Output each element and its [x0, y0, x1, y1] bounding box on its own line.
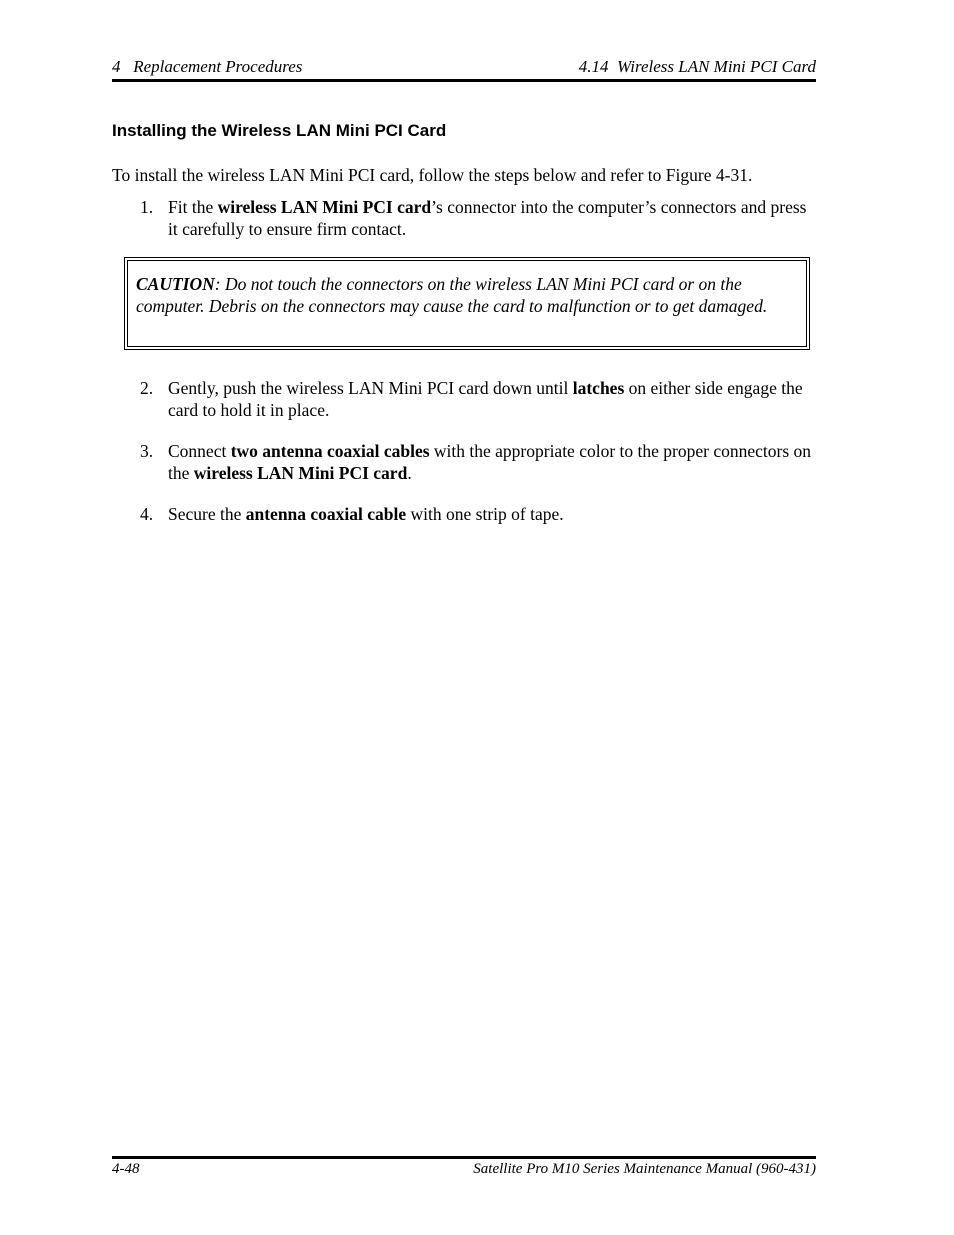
section-title: Installing the Wireless LAN Mini PCI Card [112, 121, 447, 140]
step-text: Fit the wireless LAN Mini PCI card’s connector into the computer’s connectors and press it carefully to ensure firm contact. [168, 197, 807, 239]
page-footer [112, 1159, 816, 1179]
step-number: 2. [140, 378, 154, 398]
step-number: 3. [140, 441, 154, 461]
page-number: 4-48 [112, 1161, 140, 1177]
step-number: 4. [140, 504, 154, 524]
caution-box [124, 257, 810, 350]
header-section: 4.14 Wireless LAN Mini PCI Card [578, 57, 816, 76]
caution-text: CAUTION: Do not touch the connectors on the wireless LAN Mini PCI card or on the computer. Debris on the connectors may cause the card to malfunction or to get damaged. [127, 260, 807, 347]
manual-title: Satellite Pro M10 Series Maintenance Manual (960-431) [473, 1161, 816, 1177]
step-number: 1. [140, 197, 154, 217]
step-text: Connect two antenna coaxial cables with the appropriate color to the proper connectors on the wireless LAN Mini PCI card. [168, 441, 812, 483]
header-divider [112, 79, 816, 82]
header-chapter: 4 Replacement Procedures [112, 57, 303, 76]
step-text: Gently, push the wireless LAN Mini PCI card down until latches on either side engage the card to hold it in place. [168, 378, 803, 420]
intro-paragraph: To install the wireless LAN Mini PCI card, follow the steps below and refer to Figure 4-31. [112, 165, 753, 185]
caution-label: CAUTION [136, 274, 215, 294]
step-text: Secure the antenna coaxial cable with one strip of tape. [168, 504, 564, 524]
page-header [112, 56, 816, 78]
